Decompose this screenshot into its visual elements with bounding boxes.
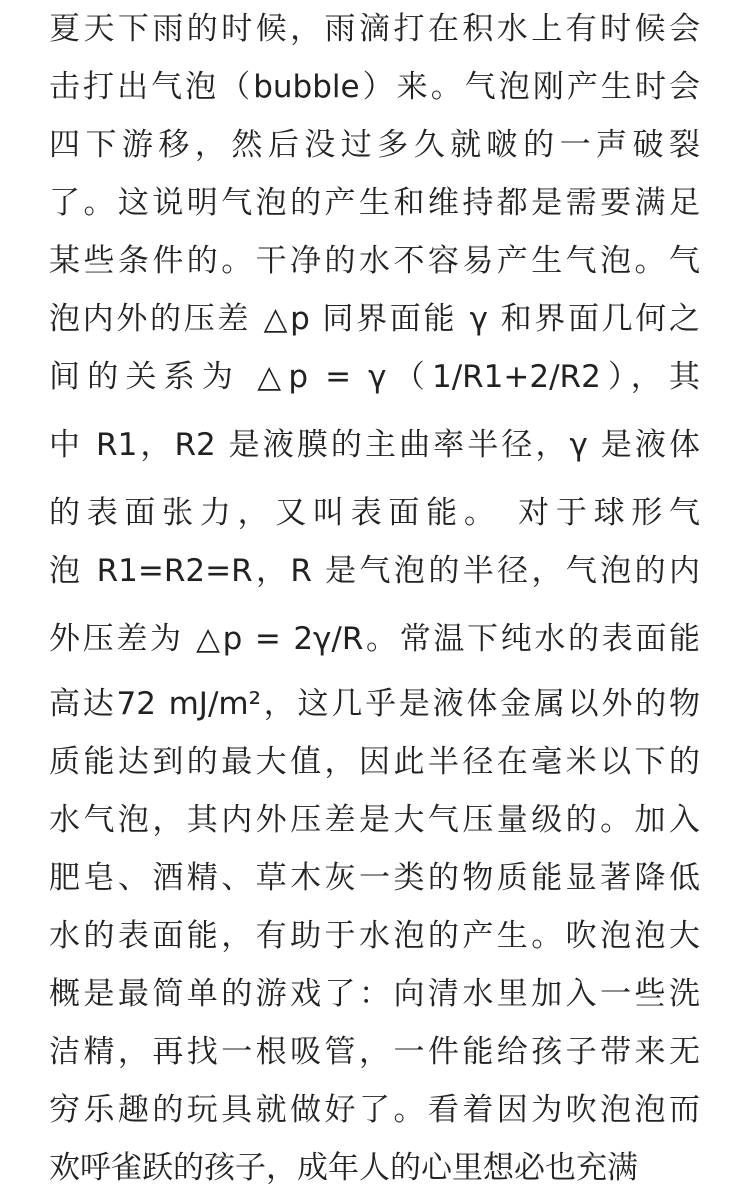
text-line: 水的表面能，有助于水泡的产生。吹泡泡大	[49, 918, 700, 954]
text-line: 泡内外的压差 △p 同界面能 γ 和界面几何之	[49, 301, 700, 337]
text-line: 击打出气泡（bubble）来。气泡刚产生时会	[49, 69, 700, 105]
text-line: 肥皂、酒精、草木灰一类的物质能显著降低	[49, 860, 700, 896]
text-line: 某些条件的。干净的水不容易产生气泡。气	[49, 243, 700, 279]
text-line: 四下游移，然后没过多久就啵的一声破裂	[49, 127, 700, 163]
text-line: 的表面张力，又叫表面能。 对于球形气	[49, 495, 700, 531]
text-line: 泡 R1=R2=R，R 是气泡的半径，气泡的内	[49, 553, 700, 589]
text-line: 概是最简单的游戏了：向清水里加入一些洗	[49, 976, 700, 1012]
text-line: 夏天下雨的时候，雨滴打在积水上有时候会	[49, 11, 700, 47]
text-line: 洁精，再找一根吸管，一件能给孩子带来无	[49, 1034, 700, 1070]
text-line: 质能达到的最大值，因此半径在毫米以下的	[49, 744, 700, 780]
text-line: 间的关系为 △p = γ（1/R1+2/R2），其	[49, 359, 700, 395]
text-line: 欢呼雀跃的孩子，成年人的心里想必也充满	[49, 1150, 638, 1186]
text-line: 外压差为 △p = 2γ/R。常温下纯水的表面能	[49, 621, 700, 657]
text-line: 了。这说明气泡的产生和维持都是需要满足	[49, 185, 700, 221]
text-line: 穷乐趣的玩具就做好了。看着因为吹泡泡而	[49, 1092, 700, 1128]
text-line: 中 R1，R2 是液膜的主曲率半径，γ 是液体	[49, 427, 700, 463]
text-line: 高达72 mJ/m²，这几乎是液体金属以外的物	[49, 686, 700, 722]
text-line: 水气泡，其内外压差是大气压量级的。加入	[49, 802, 700, 838]
